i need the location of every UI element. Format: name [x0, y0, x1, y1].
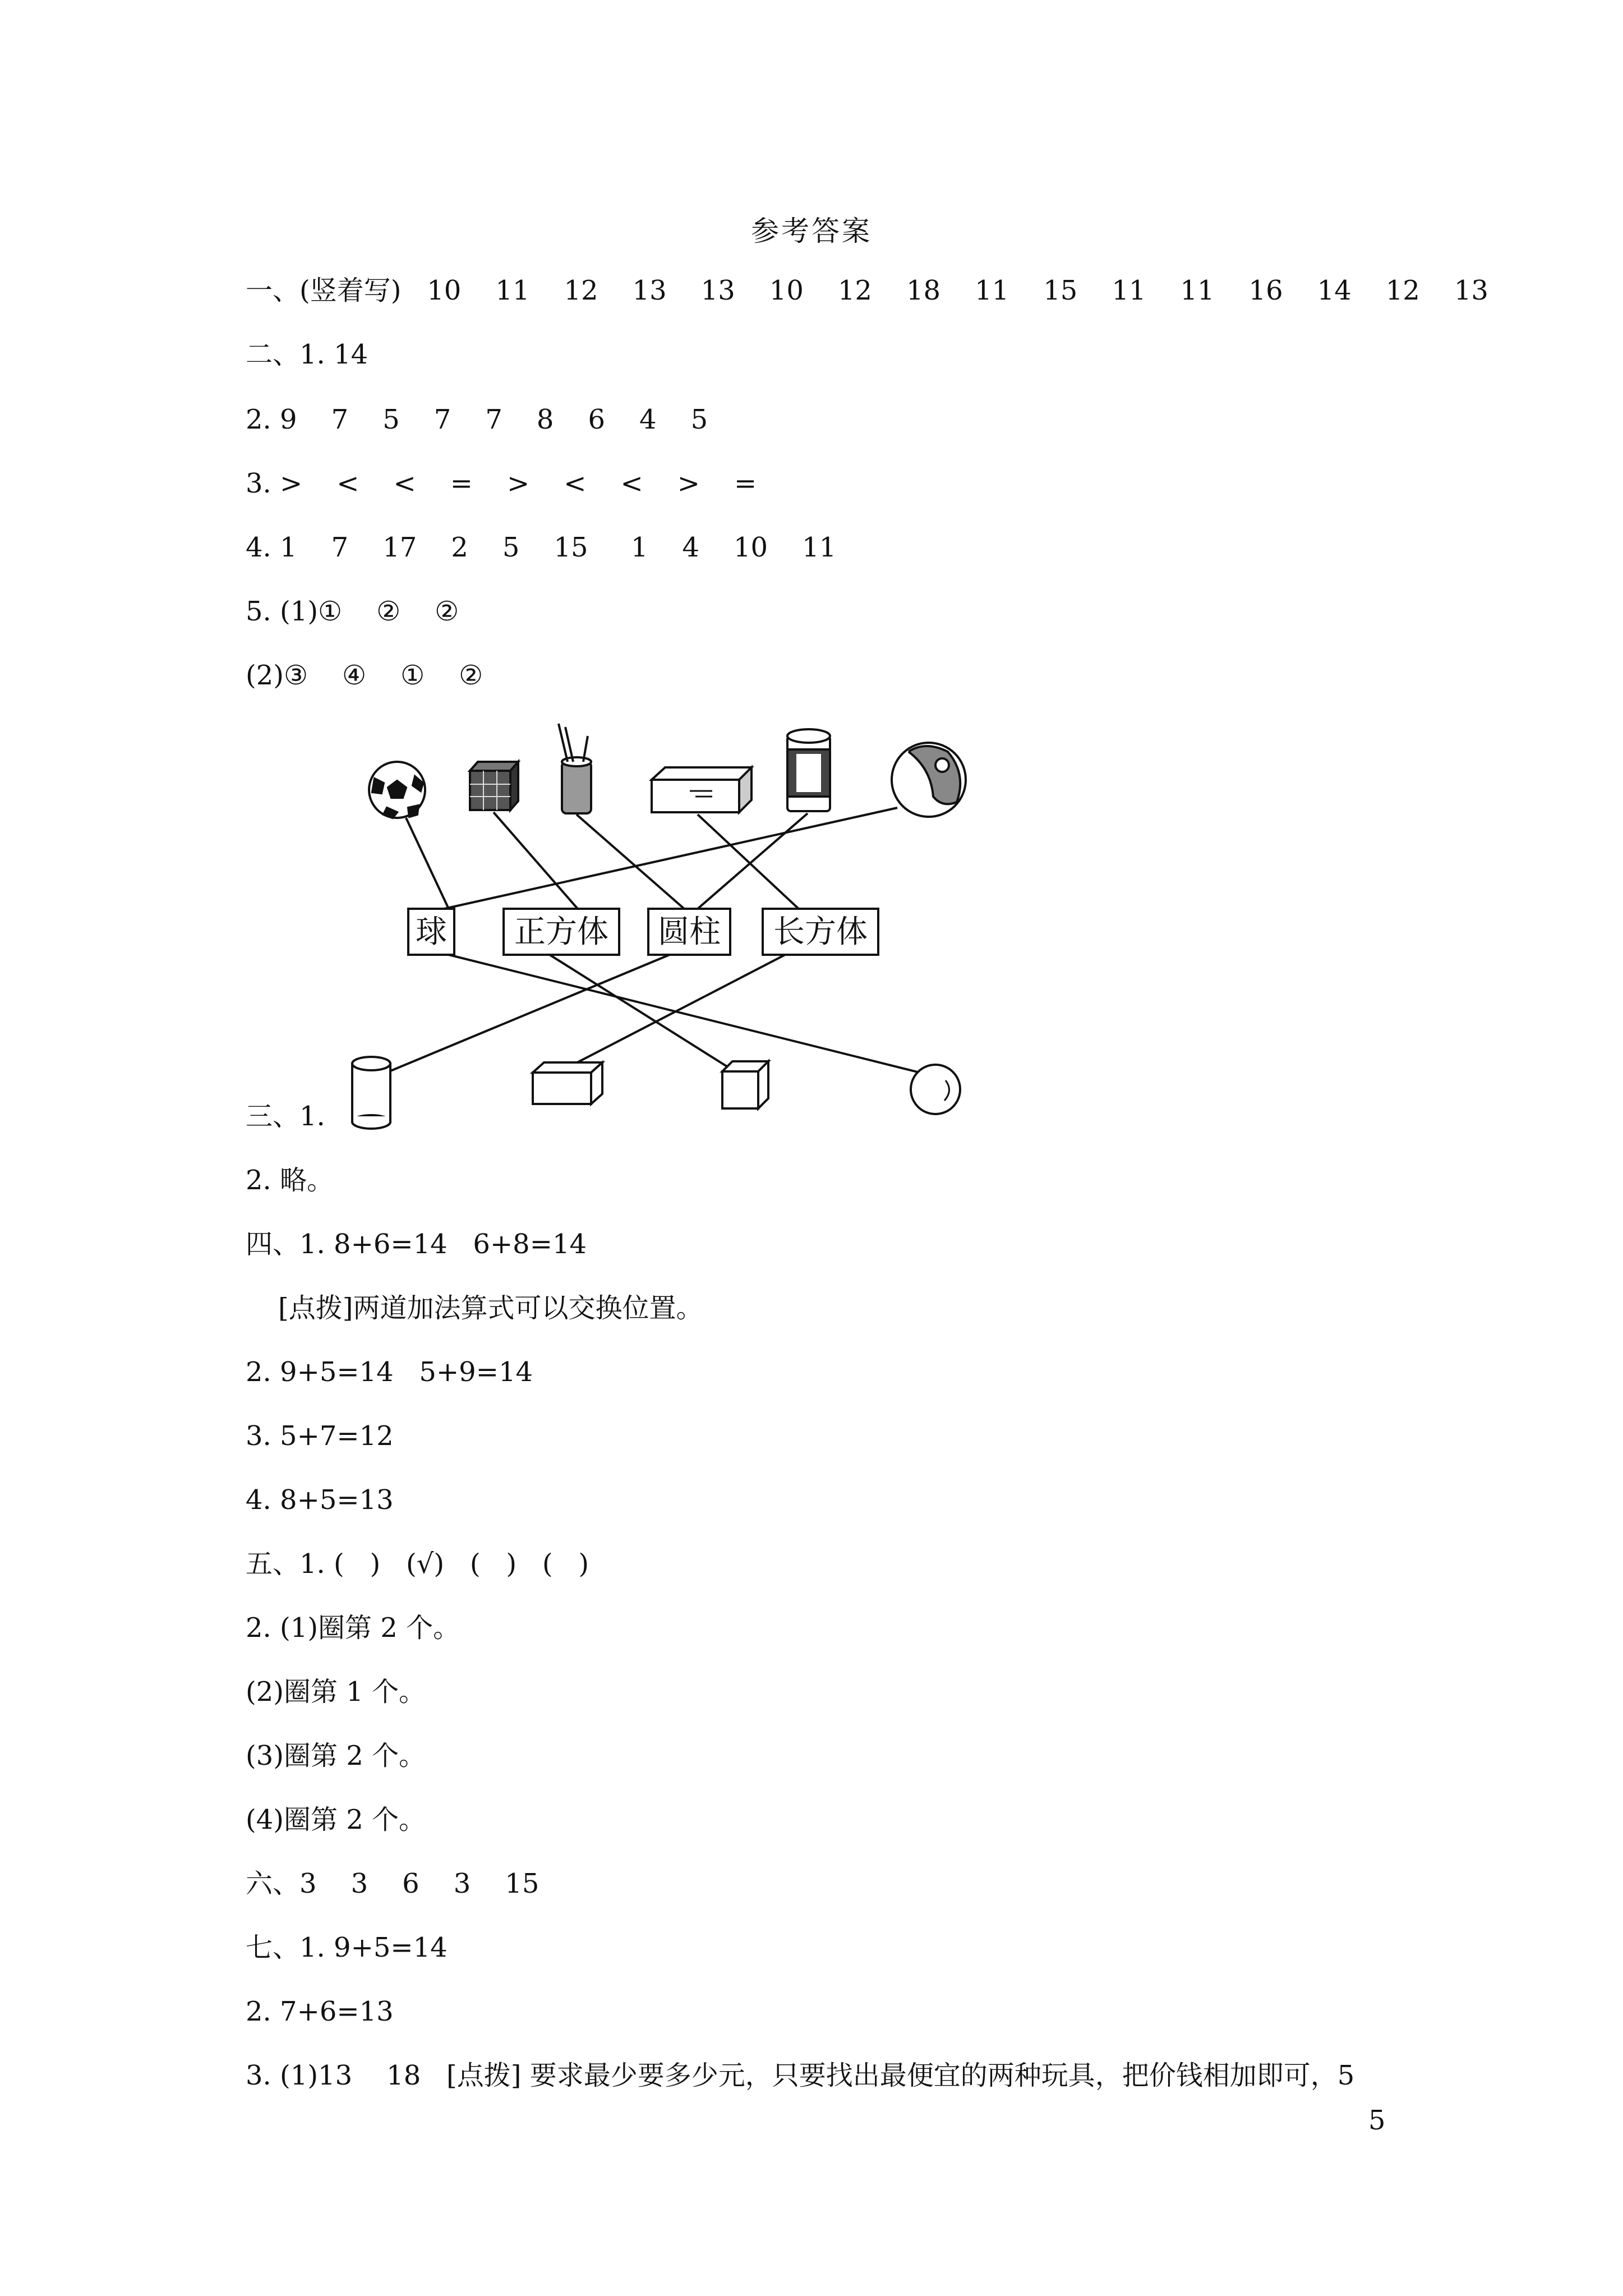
answer-line-13: 3. 5+7=12 [246, 1420, 394, 1452]
answer-line-15: 五、1. ( ) (√) ( ) ( ) [246, 1548, 589, 1580]
rectangular-box-icon [652, 767, 751, 812]
answer-line-3: 2. 9 7 5 7 7 8 6 4 5 [246, 404, 708, 435]
answer-line-10: 四、1. 8+6=14 6+8=14 [246, 1228, 587, 1260]
label-cube: 正方体 [514, 914, 608, 950]
label-cuboid: 长方体 [773, 914, 868, 950]
soccer-ball-icon [369, 762, 425, 818]
answer-line-7: (2)③ ④ ① ② [246, 660, 483, 691]
answer-line-18: (3)圈第 2 个。 [246, 1740, 426, 1772]
answer-line-19: (4)圈第 2 个。 [246, 1804, 426, 1835]
pencil-holder-icon [559, 724, 591, 813]
page-number: 5 [1368, 2105, 1386, 2136]
answer-line-1: 一、(竖着写) 10 11 12 13 13 10 12 18 11 15 11 11 16 14 12 13 [246, 275, 1488, 306]
can-icon [787, 729, 830, 811]
answer-line-5: 4. 1 7 17 2 5 15 1 4 10 11 [246, 532, 837, 563]
cylinder-icon [352, 1057, 390, 1129]
cube-icon [722, 1061, 768, 1108]
answer-line-2: 二、1. 14 [246, 339, 368, 370]
label-cylinder: 圆柱 [658, 914, 721, 950]
answer-line-23: 3. (1)13 18 [点拨] 要求最少要多少元，只要找出最便宜的两种玩具，把价钱相加即可，5 [246, 2060, 1355, 2091]
rubiks-cube-icon [470, 762, 518, 810]
answer-line-12: 2. 9+5=14 5+9=14 [246, 1356, 533, 1388]
answer-line-6: 5. (1)① ② ② [246, 596, 459, 627]
cuboid-icon [533, 1062, 602, 1104]
answer-line-17: (2)圈第 1 个。 [246, 1676, 426, 1708]
answer-line-4: 3. > < < = > < < > = [246, 468, 757, 499]
answer-line-14: 4. 8+5=13 [246, 1484, 394, 1516]
answer-line-9: 2. 略。 [246, 1165, 334, 1196]
answer-line-11: [点拨]两道加法算式可以交换位置。 [278, 1292, 703, 1324]
answer-line-21: 七、1. 9+5=14 [246, 1932, 448, 1963]
page-title: 参考答案 [751, 215, 872, 247]
answer-line-16: 2. (1)圈第 2 个。 [246, 1612, 460, 1644]
answer-line-22: 2. 7+6=13 [246, 1996, 394, 2027]
answer-line-20: 六、3 3 6 3 15 [246, 1868, 540, 1899]
label-sphere: 球 [416, 914, 447, 950]
answer-line-8: 三、1. [246, 1101, 325, 1132]
beach-ball-icon [892, 743, 966, 817]
sphere-icon [911, 1065, 960, 1114]
